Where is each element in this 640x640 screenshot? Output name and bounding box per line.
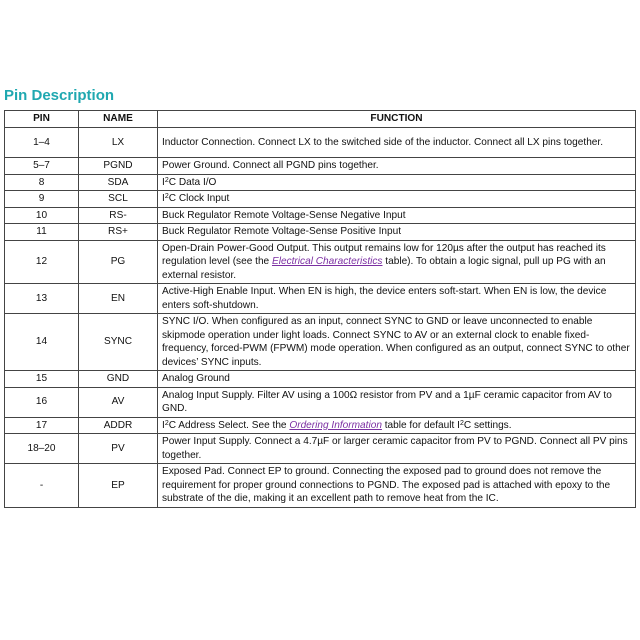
column-header-pin: PIN [5,111,79,128]
superscript: 2 [164,176,169,184]
pin-name: EN [79,284,158,314]
table-row [5,464,636,508]
pin-number: 18–20 [5,434,79,464]
superscript: 2 [164,419,169,427]
pin-name: AV [79,387,158,417]
table-row [5,158,636,175]
function-text: C Clock Input [168,193,230,204]
page-title: Pin Description [4,87,115,104]
table-row [5,387,636,417]
superscript: 2 [459,419,464,427]
pin-function: Buck Regulator Remote Voltage-Sense Negative Input [158,207,636,224]
function-text: C settings. [463,419,512,431]
column-header-function: FUNCTION [158,111,636,128]
pin-function: Exposed Pad. Connect EP to ground. Connecting the exposed pad to ground does not remove the requirement for proper ground connections to PGND. The exposed pad is attached with epoxy to the substrate of the die, making it an excellent path to remove heat from the IC. [158,464,636,508]
function-text: I [162,193,165,204]
table-row [5,417,636,434]
superscript: 2 [164,193,169,200]
pin-name: LX [79,128,158,158]
pin-function [158,191,636,208]
table-row [5,224,636,241]
table-row [5,240,636,284]
pin-name: SYNC [79,314,158,371]
pin-number: 13 [5,284,79,314]
function-text: I [162,419,165,431]
pin-number: - [5,464,79,508]
table-row [5,284,636,314]
pin-name: PV [79,434,158,464]
pin-number: 8 [5,174,79,191]
ordering-information-link[interactable]: Ordering Information [289,419,382,431]
electrical-characteristics-link[interactable]: Electrical Characteristics [271,256,383,267]
pin-name: RS+ [79,224,158,241]
pin-number: 12 [5,240,79,284]
pin-function: Buck Regulator Remote Voltage-Sense Positive Input [158,224,636,241]
pin-function: Analog Input Supply. Filter AV using a 100Ω resistor from PV and a 1µF ceramic capacitor from AV to GND. [158,387,636,417]
pin-number: 16 [5,387,79,417]
pin-function: Analog Ground [158,371,636,388]
pin-function: SYNC I/O. When configured as an input, connect SYNC to GND or leave unconnected to enable skipmode operation under light loads. Connect SYNC to AV or an external clock to enable fixed-frequency, forced-PWM (FPWM) mode operation. When configured as an output, connect SYNC to other devices’ SYNC inputs. [158,314,636,371]
pin-function [158,417,636,434]
pin-number: 9 [5,191,79,208]
function-text: Open-Drain Power-Good Output. This output remains low for 120µs after the output has reached its regulation level (see the [162,242,606,267]
table-row [5,128,636,158]
pin-number: 11 [5,224,79,241]
pin-number: 14 [5,314,79,371]
pin-description-table [4,110,636,508]
column-header-name: NAME [79,111,158,128]
table-row [5,174,636,191]
pin-number: 15 [5,371,79,388]
pin-function: Power Ground. Connect all PGND pins together. [158,158,636,175]
pin-name: RS- [79,207,158,224]
table-row [5,434,636,464]
function-text: I [162,176,165,188]
pin-number: 5–7 [5,158,79,175]
pin-function: Power Input Supply. Connect a 4.7µF or larger ceramic capacitor from PV to PGND. Connect all PV pins together. [158,434,636,464]
pin-function [158,240,636,284]
pin-name: EP [79,464,158,508]
pin-function: Active-High Enable Input. When EN is high, the device enters soft-start. When EN is low, the device enters soft-shutdown. [158,284,636,314]
pin-name: SDA [79,174,158,191]
pin-name: SCL [79,191,158,208]
table-row [5,191,636,208]
table-header-row [5,111,636,128]
table-row [5,207,636,224]
function-text: C Data I/O [168,176,217,188]
pin-number: 17 [5,417,79,434]
pin-number: 1–4 [5,128,79,158]
pin-name: PGND [79,158,158,175]
pin-function [158,174,636,191]
pin-name: ADDR [79,417,158,434]
pin-number: 10 [5,207,79,224]
table-row [5,371,636,388]
function-text: table for default I [381,419,460,431]
table-row [5,314,636,371]
function-text: table). To obtain a logic signal, pull up PG with an external resistor. [162,256,606,281]
function-text: C Address Select. See the [168,419,290,431]
pin-name: GND [79,371,158,388]
pin-function: Inductor Connection. Connect LX to the switched side of the inductor. Connect all LX pins together. [158,128,636,158]
pin-name: PG [79,240,158,284]
